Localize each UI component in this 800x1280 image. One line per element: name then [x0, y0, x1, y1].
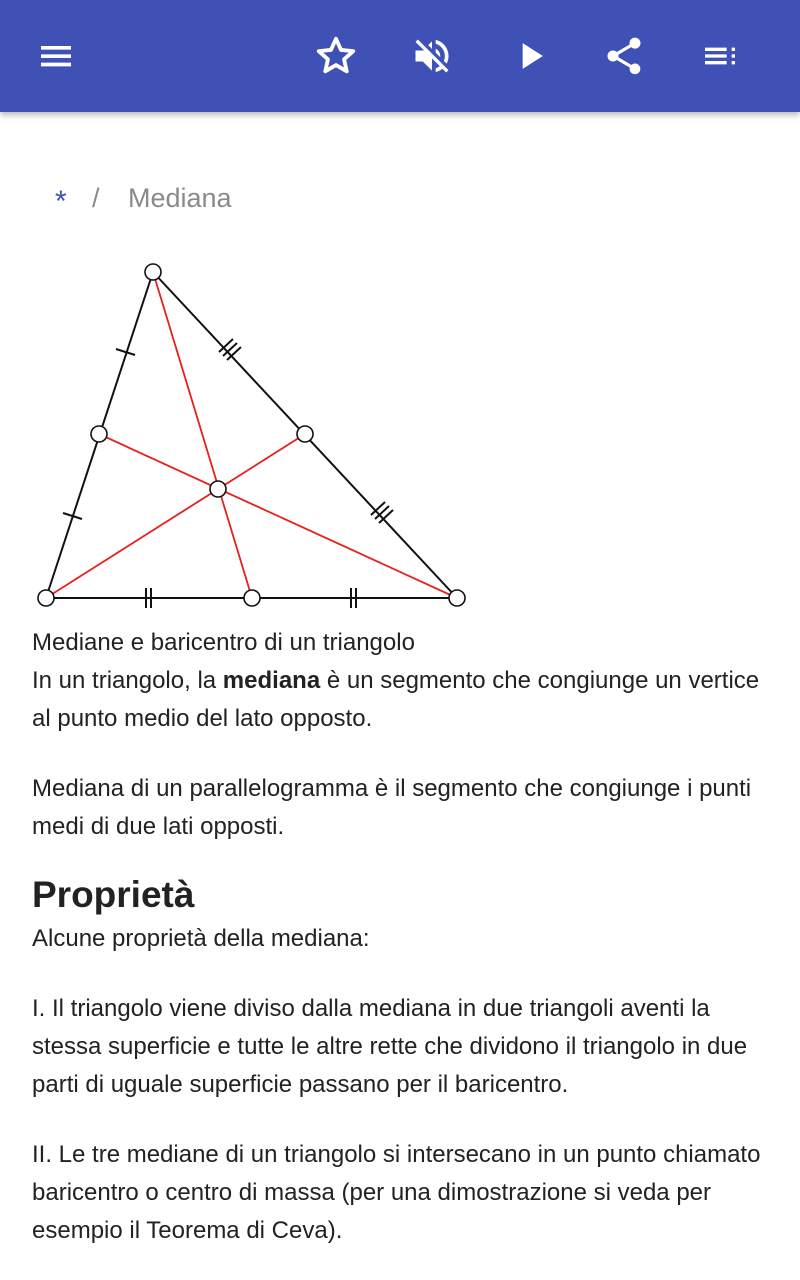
median-triangle-figure [32, 258, 482, 614]
favorite-button[interactable] [308, 28, 364, 84]
section-intro: Alcune proprietà della mediana: [32, 925, 370, 952]
app-bar [0, 0, 800, 112]
triangle-points [38, 264, 465, 606]
star-icon [314, 34, 358, 78]
volume-off-icon [410, 34, 454, 78]
menu-button[interactable] [28, 28, 84, 84]
breadcrumb-home-link[interactable]: * [55, 185, 67, 218]
share-button[interactable] [596, 28, 652, 84]
breadcrumb-separator: / [92, 183, 100, 213]
intro-paragraph: In un triangolo, la mediana è un segmento che congiunge un vertice al punto medio del lato opposto. [32, 667, 760, 732]
menu-icon [36, 36, 76, 76]
article-content [32, 624, 772, 1250]
figure-caption: Mediane e baricentro di un triangolo [32, 629, 415, 656]
section-heading-proprieta: Proprietà [32, 874, 195, 915]
property-two: II. Le tre mediane di un triangolo si intersecano in un punto chiamato baricentro o centro di massa (per una dimostrazione si veda per esempio il Teorema di Ceva). [32, 1141, 761, 1244]
equal-length-ticks [63, 339, 393, 608]
share-icon [602, 34, 646, 78]
play-icon [508, 34, 552, 78]
term-mediana: mediana [222, 667, 321, 694]
play-button[interactable] [502, 28, 558, 84]
table-of-contents-button[interactable] [692, 28, 748, 84]
breadcrumb-current: Mediana [128, 183, 232, 213]
mute-button[interactable] [404, 28, 460, 84]
parallelogram-paragraph: Mediana di un parallelogramma è il segmento che congiunge i punti medi di due lati opposti. [32, 775, 752, 840]
toc-icon [700, 36, 740, 76]
property-one: I. Il triangolo viene diviso dalla mediana in due triangoli aventi la stessa superficie e tutte le altre rette che dividono il triangolo in due parti di uguale superficie passano per il baricentro. [32, 995, 748, 1098]
